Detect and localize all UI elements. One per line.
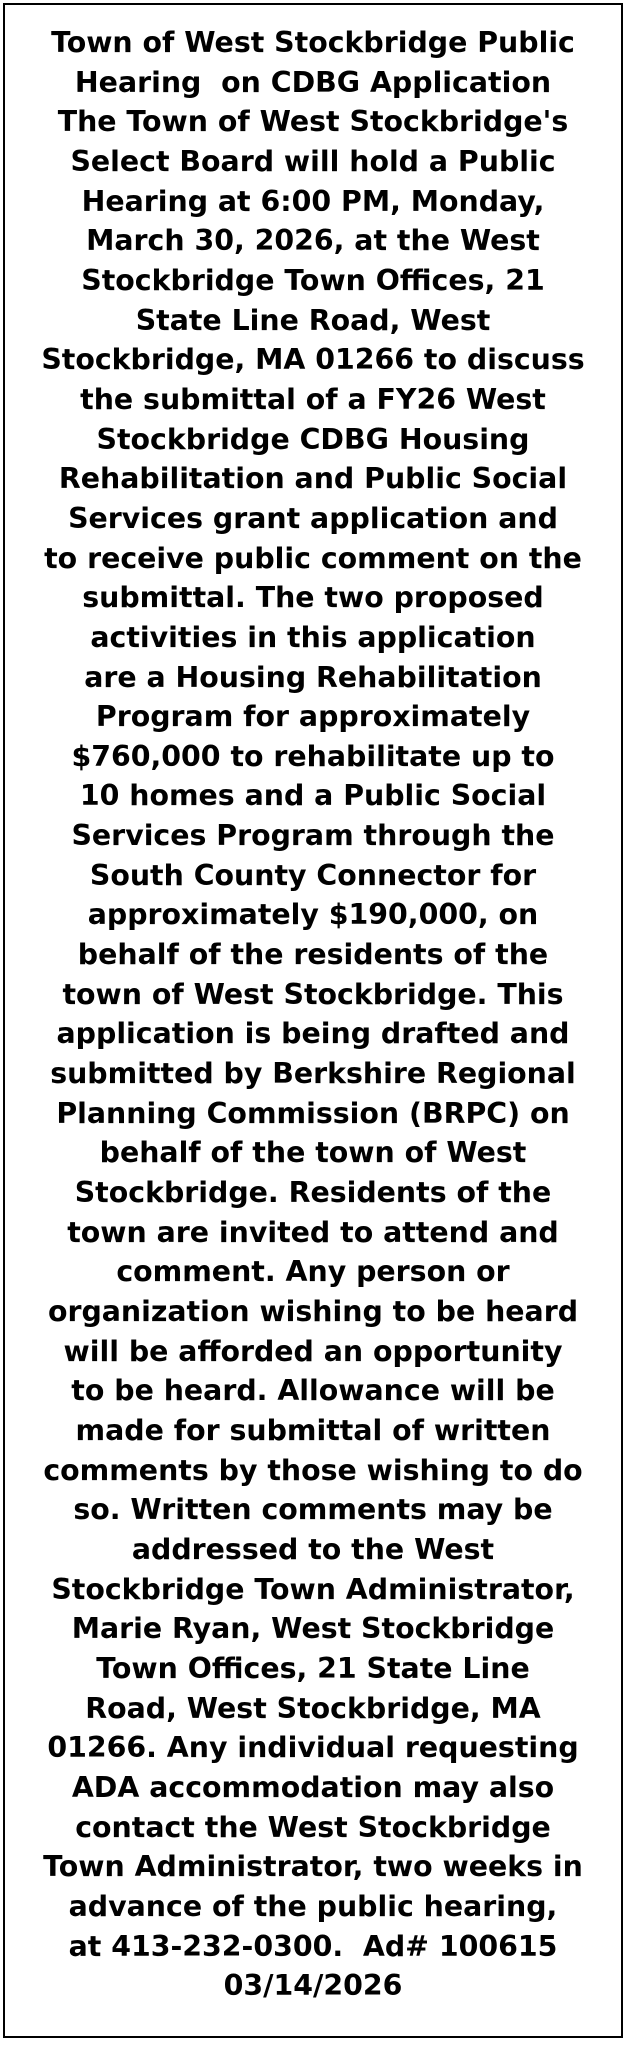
notice-body-line: submittal. The two proposed — [82, 581, 544, 615]
notice-body-line: submitted by Berkshire Regional — [50, 1057, 576, 1091]
notice-body-line: behalf of the town of West — [99, 1136, 527, 1170]
notice-body-line: activities in this application — [90, 620, 536, 654]
notice-body-line: contact the West Stockbridge — [75, 1810, 551, 1844]
notice-body-line: behalf of the residents of the — [77, 938, 549, 972]
notice-body-line: Planning Commission (BRPC) on — [56, 1096, 570, 1130]
notice-body-line: Program for approximately — [95, 700, 531, 734]
notice-body-line: made for submittal of written — [75, 1413, 551, 1447]
notice-body-line: approximately $190,000, on — [87, 898, 539, 932]
notice-body-line: to receive public comment on the — [44, 541, 582, 575]
public-notice — [3, 3, 623, 2038]
notice-body-line: Rehabilitation and Public Social — [58, 462, 568, 496]
notice-body-line: South County Connector for — [89, 858, 537, 892]
notice-body-line: Services grant application and — [68, 501, 558, 535]
notice-body-line: Hearing at 6:00 PM, Monday, — [81, 184, 545, 218]
notice-body-line: the submittal of a FY26 West — [80, 382, 546, 416]
notice-body-line: March 30, 2026, at the West — [86, 224, 540, 258]
notice-body-line: Stockbridge. Residents of the — [74, 1176, 552, 1210]
notice-body-line: Town Administrator, two weeks in — [43, 1850, 583, 1884]
notice-body-line: comment. Any person or — [116, 1255, 510, 1289]
notice-body-line: Marie Ryan, West Stockbridge — [71, 1612, 555, 1646]
notice-body-line: Town Offices, 21 State Line — [96, 1651, 530, 1685]
notice-body-line: comments by those wishing to do — [43, 1453, 583, 1487]
notice-body-line: Stockbridge, MA 01266 to discuss — [41, 343, 585, 377]
notice-body-line: The Town of West Stockbridge's — [57, 105, 569, 139]
notice-body-line: 01266. Any individual requesting — [47, 1731, 579, 1765]
notice-body-line: application is being drafted and — [56, 1017, 570, 1051]
notice-body-line: advance of the public hearing, — [68, 1889, 558, 1923]
notice-body-line: to be heard. Allowance will be — [71, 1374, 555, 1408]
notice-body-line: Services Program through the — [71, 819, 555, 853]
notice-title-line: Town of West Stockbridge Public — [51, 26, 575, 59]
notice-text — [5, 23, 621, 2006]
notice-body-line: Stockbridge CDBG Housing — [96, 422, 530, 456]
notice-body-line: addressed to the West — [131, 1532, 495, 1566]
notice-body-line: Select Board will hold a Public — [70, 144, 556, 178]
notice-body-line: will be afforded an opportunity — [63, 1334, 563, 1368]
notice-body-line: Road, West Stockbridge, MA — [85, 1691, 541, 1725]
notice-body-line: ADA accommodation may also — [71, 1770, 555, 1804]
notice-body-line: 10 homes and a Public Social — [79, 779, 547, 813]
notice-body-line: organization wishing to be heard — [47, 1295, 579, 1328]
notice-body-line: Stockbridge Town Administrator, — [51, 1572, 575, 1606]
notice-body-line: Stockbridge Town Offices, 21 — [81, 263, 545, 297]
notice-date-line: 03/14/2026 — [223, 1969, 403, 2003]
notice-title-line: Hearing on CDBG Application — [74, 65, 552, 99]
notice-ad-number-line: at 413-232-0300. Ad# 100615 — [68, 1929, 558, 1963]
notice-body-line: so. Written comments may be — [73, 1493, 553, 1527]
notice-body-line: $760,000 to rehabilitate up to — [71, 739, 555, 773]
notice-body-line: town are invited to attend and — [67, 1215, 559, 1249]
notice-body-line: are a Housing Rehabilitation — [84, 660, 542, 694]
notice-body-line: State Line Road, West — [135, 303, 491, 337]
notice-body-line: town of West Stockbridge. This — [62, 977, 564, 1011]
